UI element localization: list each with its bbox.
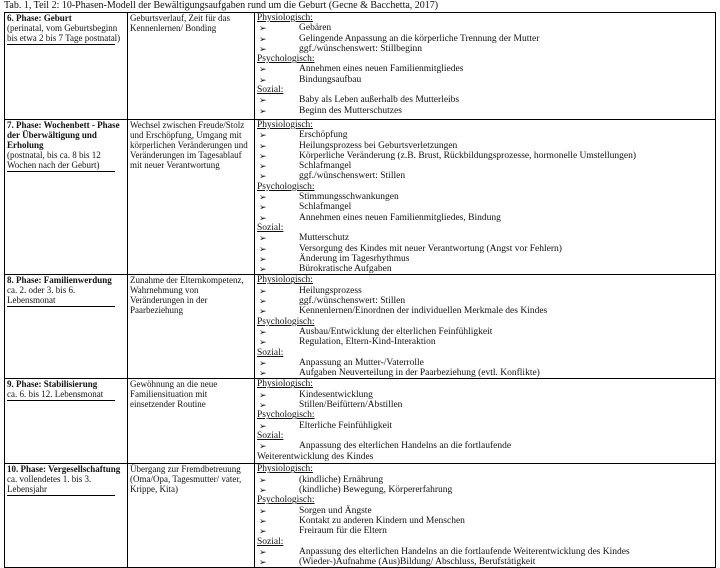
phase-row (5, 13, 716, 120)
task-item (257, 130, 713, 140)
table-caption: Tab. 1, Teil 2: 10-Phasen-Modell der Bewältigungsaufgaben rund um die Geburt (Gecne & Bacchetta, 2017) (4, 0, 439, 11)
tasks-cell (255, 464, 716, 568)
phase-name-cell (5, 120, 128, 275)
task-item (257, 306, 713, 316)
task-item (257, 34, 713, 44)
task-item (257, 368, 713, 378)
arrow-bullet-icon: ➢ (259, 171, 267, 182)
arrow-bullet-icon: ➢ (259, 285, 267, 296)
task-item-text: Bindungsaufbau (299, 74, 362, 85)
task-item-text: Freiraum für die Eltern (299, 526, 387, 537)
task-item-text: ggf./wünschenswert: Stillen (299, 296, 406, 307)
task-item-text: Aufgaben Neuverteilung in der Paarbeziehung (evtl. Konflikte) (299, 368, 540, 379)
tasks-cell (255, 275, 716, 379)
task-category-label: Sozial: (257, 347, 284, 358)
task-item (257, 244, 713, 254)
phase-context-text: Übergang zur Fremdbetreuung (Oma/Opa, Tagesmutter/ vater, Krippe, Kita) (130, 464, 242, 495)
arrow-bullet-icon: ➢ (259, 485, 267, 496)
phase-period: (postnatal, bis ca. 8 bis 12 Wochen nach der Geburt) (7, 150, 101, 170)
task-category-label: Physiologisch: (257, 120, 313, 130)
phase-context-cell (128, 275, 255, 379)
task-item-text: Stillen/Beifüttern/Abstillen (299, 400, 403, 411)
task-item-text: Heilungsprozess bei Geburtsverletzungen (299, 140, 458, 151)
task-item-text: Regulation, Eltern-Kind-Interaktion (299, 337, 436, 348)
phase-underline (7, 495, 115, 496)
phase-row (5, 379, 716, 464)
phase-row (5, 275, 716, 379)
task-item (257, 151, 713, 161)
task-item-text: Stimmungsschwankungen (299, 192, 399, 203)
phase-title: 7. Phase: Wochenbett - Phase der Überwältigung und Erholung (7, 120, 120, 150)
task-item-text: ggf./wünschenswert: Stillen (299, 171, 406, 182)
arrow-bullet-icon: ➢ (259, 233, 267, 244)
arrow-bullet-icon: ➢ (259, 368, 267, 379)
arrow-bullet-icon: ➢ (259, 150, 267, 161)
arrow-bullet-icon: ➢ (259, 253, 267, 264)
arrow-bullet-icon: ➢ (259, 161, 267, 172)
task-item-text: (kindliche) Bewegung, Körpererfahrung (299, 485, 453, 496)
phase-context-text: Wechsel zwischen Freude/Stolz und Erschöpfung, Umgang mit körperlichen Veränderungen und Veränderungen im Tagesablauf mit neuer Verantwortung (130, 120, 248, 170)
arrow-bullet-icon: ➢ (259, 43, 267, 54)
task-item (257, 161, 713, 171)
task-item-text: (Wieder-)Aufnahme (Aus)Bildung/ Abschluss, Berufstätigkeit (299, 557, 536, 568)
task-item-text: Kontakt zu anderen Kindern und Menschen (299, 515, 465, 526)
phase-name-cell (5, 13, 128, 120)
tasks-cell (255, 13, 716, 120)
task-item-text: Ausbau/Entwicklung der elterlichen Feinfühligkeit (299, 326, 493, 337)
task-item (257, 286, 713, 296)
task-item (257, 95, 713, 105)
task-item (257, 441, 713, 451)
phase-underline (7, 171, 115, 172)
task-item (257, 526, 713, 536)
task-item-text: Sorgen und Ängste (299, 505, 372, 516)
tasks-cell (255, 379, 716, 464)
phase-title: 10. Phase: Vergesellschaftung (7, 464, 121, 475)
arrow-bullet-icon: ➢ (259, 140, 267, 151)
task-item-text: Bürokratische Aufgaben (299, 264, 392, 275)
arrow-bullet-icon: ➢ (259, 33, 267, 44)
arrow-bullet-icon: ➢ (259, 23, 267, 34)
task-category-label: Sozial: (257, 85, 284, 96)
arrow-bullet-icon: ➢ (259, 202, 267, 213)
task-item-text: Anpassung des elterlichen Handelns an die fortlaufende (299, 441, 512, 452)
arrow-bullet-icon: ➢ (259, 296, 267, 307)
task-category-label: Psychologisch: (257, 54, 315, 65)
phase-table (4, 12, 716, 568)
phase-underline (7, 306, 115, 307)
tasks-cell (255, 120, 716, 275)
arrow-bullet-icon: ➢ (259, 105, 267, 116)
arrow-bullet-icon: ➢ (259, 526, 267, 537)
arrow-bullet-icon: ➢ (259, 243, 267, 254)
arrow-bullet-icon: ➢ (259, 264, 267, 275)
phase-title: 9. Phase: Stabilisierung (7, 379, 98, 390)
task-category-label: Physiologisch: (257, 275, 313, 286)
task-category-label: Psychologisch: (257, 495, 315, 506)
phase-period: ca. 6. bis 12. Lebensmonat (7, 389, 104, 400)
task-category-label: Psychologisch: (257, 410, 315, 421)
arrow-bullet-icon: ➢ (259, 326, 267, 337)
task-item-text: Körperliche Veränderung (z.B. Brust, Rückbildungsprozesse, hormonelle Umstellungen) (299, 150, 636, 161)
task-item (257, 557, 713, 567)
task-item-text: Anpassung des elterlichen Handelns an die fortlaufende Weiterentwicklung des Kindes (299, 546, 630, 557)
task-item (257, 400, 713, 410)
phase-name-cell (5, 464, 128, 568)
task-item-text: Kindesentwicklung (299, 389, 373, 400)
phase-context-cell (128, 120, 255, 275)
task-item (257, 44, 713, 54)
arrow-bullet-icon: ➢ (259, 389, 267, 400)
arrow-bullet-icon: ➢ (259, 130, 267, 141)
task-item-text: Elterliche Feinfühligkeit (299, 420, 393, 431)
phase-context-text: Zunahme der Elternkompetenz, Wahrnehmung von Veränderungen in der Paarbeziehung (130, 275, 244, 316)
task-item-text: Änderung im Tagesrhythmus (299, 253, 410, 264)
task-item (257, 516, 713, 526)
arrow-bullet-icon: ➢ (259, 337, 267, 348)
task-category-label: Physiologisch: (257, 464, 313, 475)
task-category-label: Sozial: (257, 430, 284, 441)
arrow-bullet-icon: ➢ (259, 557, 267, 568)
arrow-bullet-icon: ➢ (259, 306, 267, 317)
phase-title: 6. Phase: Geburt (7, 13, 72, 23)
phase-context-cell (128, 379, 255, 464)
task-item (257, 547, 713, 557)
arrow-bullet-icon: ➢ (259, 357, 267, 368)
task-item (257, 327, 713, 337)
phase-period: ca. 2. oder 3. bis 6. Lebensmonat (7, 285, 76, 306)
task-category-label: Sozial: (257, 536, 284, 547)
arrow-bullet-icon: ➢ (259, 420, 267, 431)
phase-row (5, 120, 716, 275)
task-item (257, 337, 713, 347)
task-category-label: Physiologisch: (257, 13, 313, 23)
arrow-bullet-icon: ➢ (259, 515, 267, 526)
task-item-text: Baby als Leben außerhalb des Mutterleibs (299, 95, 460, 106)
arrow-bullet-icon: ➢ (259, 212, 267, 223)
task-item (257, 421, 713, 431)
task-item (257, 506, 713, 516)
phase-title: 8. Phase: Familienwerdung (7, 275, 112, 286)
task-category-label: Psychologisch: (257, 316, 315, 327)
phase-name-cell (5, 275, 128, 379)
arrow-bullet-icon: ➢ (259, 546, 267, 557)
task-item-text: Schlafmangel (299, 202, 352, 213)
task-item-text: Annehmen eines neuen Familienmitgliedes, Bindung (299, 212, 501, 223)
arrow-bullet-icon: ➢ (259, 400, 267, 411)
task-item-continuation: Weiterentwicklung des Kindes (257, 451, 374, 462)
phase-name-cell (5, 379, 128, 464)
phase-underline (7, 400, 115, 401)
task-item-text: Gebären (299, 23, 332, 34)
task-item-text: Beginn des Mutterschutzes (299, 105, 402, 116)
task-item-text: Gelingende Anpassung an die körperliche Trennung der Mutter (299, 33, 540, 44)
task-item (257, 141, 713, 151)
task-item (257, 23, 713, 33)
task-item (257, 106, 713, 116)
task-category-label: Psychologisch: (257, 181, 315, 192)
task-item-text: Anpassung an Mutter-/Vaterrolle (299, 357, 424, 368)
arrow-bullet-icon: ➢ (259, 74, 267, 85)
task-item (257, 475, 713, 485)
task-item (257, 485, 713, 495)
task-item-text: (kindliche) Ernährung (299, 474, 384, 485)
phase-row (5, 464, 716, 568)
task-item-text: Annehmen eines neuen Familienmitgliedes (299, 64, 464, 75)
phase-context-text: Geburtsverlauf, Zeit für das Kennenlernen/ Bonding (130, 13, 230, 33)
arrow-bullet-icon: ➢ (259, 474, 267, 485)
task-item (257, 296, 713, 306)
task-item (257, 64, 713, 74)
task-item-text: Heilungsprozess (299, 285, 362, 296)
arrow-bullet-icon: ➢ (259, 64, 267, 75)
task-item-text: Schlafmangel (299, 161, 352, 172)
task-item (257, 358, 713, 368)
task-item (257, 390, 713, 400)
task-item (257, 264, 713, 274)
arrow-bullet-icon: ➢ (259, 95, 267, 106)
task-item-text: ggf./wünschenswert: Stillbeginn (299, 43, 422, 54)
task-item-text: Kennenlernen/Einordnen der individuellen Merkmale des Kindes (299, 306, 548, 317)
task-item (257, 254, 713, 264)
task-item (257, 202, 713, 212)
task-category-label: Physiologisch: (257, 379, 313, 390)
task-item-text: Erschöpfung (299, 130, 348, 141)
arrow-bullet-icon: ➢ (259, 441, 267, 452)
task-item (257, 171, 713, 181)
arrow-bullet-icon: ➢ (259, 192, 267, 203)
phase-period: ca. vollendetes 1. bis 3. Lebensjahr (7, 474, 92, 495)
phase-context-text: Gewöhnung an die neue Familiensituation mit einsetzender Routine (130, 379, 218, 410)
task-item (257, 233, 713, 243)
phase-underline (7, 44, 115, 45)
task-category-label: Sozial: (257, 222, 284, 233)
task-item-text: Mutterschutz (299, 233, 350, 244)
phase-context-cell (128, 13, 255, 120)
task-item-text: Versorgung des Kindes mit neuer Verantwortung (Angst vor Fehlern) (299, 243, 562, 254)
phase-period: (perinatal, vom Geburtsbeginn bis etwa 2 bis 7 Tage postnatal) (7, 23, 121, 43)
task-item (257, 75, 713, 85)
task-item (257, 213, 713, 223)
task-item (257, 192, 713, 202)
phase-context-cell (128, 464, 255, 568)
arrow-bullet-icon: ➢ (259, 505, 267, 516)
